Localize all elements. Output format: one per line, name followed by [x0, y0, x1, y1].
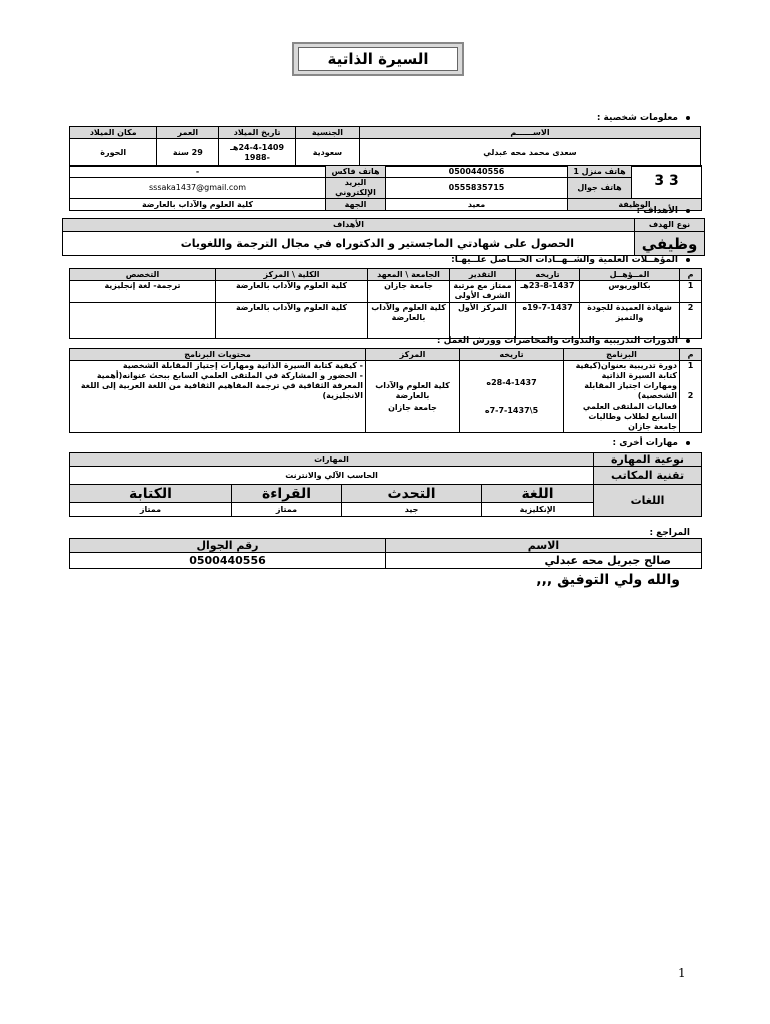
lang-header-language: اللغة [482, 485, 594, 503]
courses-heading: الدورات التدريبية والندوات والمحاضرات وورش العمل : [437, 336, 690, 346]
employer-value: كلية العلوم والآداب بالعارضة [70, 199, 326, 211]
table-row: 2 شهادة العميدة للجودة والتميز 19-7-1437ه المركز الأول كلية العلوم والآداب بالعارضة كلية العلوم والآداب بالعارضة [70, 303, 702, 339]
name-label: الاســــــم [359, 127, 700, 139]
name-value: سعدى محمد محه عبدلي [359, 139, 700, 167]
job-label: الوظيفة [568, 199, 702, 211]
qual-header-major: التخصص [70, 269, 216, 281]
mobile-value: 0555835715 [386, 178, 568, 199]
employer-label: الجهة [326, 199, 386, 211]
personal-table [69, 126, 701, 167]
bullet-icon [686, 441, 690, 445]
goals-label: الأهداف [63, 219, 635, 232]
skills-table [69, 452, 702, 517]
lang-header-writing: الكتابة [70, 485, 232, 503]
title-box [292, 42, 464, 76]
qual-header-grade: التقدير [450, 269, 516, 281]
nationality-value: سعودية [295, 139, 359, 167]
course-header-num: م [680, 349, 702, 361]
age-value: 29 سنة [157, 139, 219, 167]
ref-phone-label: رقم الجوال [70, 539, 386, 553]
contact-table [69, 165, 702, 211]
pob-label: مكان الميلاد [70, 127, 157, 139]
skill-type-label: نوعية المهارة [594, 453, 702, 467]
age-label: العمر [157, 127, 219, 139]
qual-header-degree: المــؤهــل [580, 269, 680, 281]
bullet-icon [686, 209, 690, 213]
bullet-icon [686, 339, 690, 343]
references-heading: المراجع : [649, 528, 690, 538]
course-header-date: تاريخه [460, 349, 564, 361]
goals-table [62, 218, 705, 256]
email-value: sssaka1437@gmail.com [70, 178, 326, 199]
bullet-icon [686, 116, 690, 120]
email-label: البريد الإلكتروني [326, 178, 386, 199]
closing-text: والله ولي التوفيق ,,, [536, 572, 680, 588]
photo-placeholder: 3 3 [632, 166, 702, 199]
bullet-icon [686, 258, 690, 262]
table-row: 1 بكالوريوس 23-8-1437هـ ممتاز مع مرتبة الشرف الأولى جامعة جازان كلية العلوم والآداب بالعارضة ترجمة- لغة إنجليزية [70, 281, 702, 303]
job-value: معيد [386, 199, 568, 211]
mobile-label: هاتف جوال [568, 178, 632, 199]
skills-heading: مهارات أخرى : [613, 438, 691, 448]
qualifications-heading: المؤهــلات العلمية والشــهــادات الحـــاصل علــيهـا: [451, 255, 690, 265]
course-header-program: البرنامج [564, 349, 680, 361]
qual-header-date: تاريخه [516, 269, 580, 281]
course-header-contents: محتويات البرنامج [70, 349, 366, 361]
page-title: السيرة الذاتية [298, 47, 458, 71]
qual-header-num: م [680, 269, 702, 281]
home-phone-value: 0500440556 [386, 166, 568, 178]
languages-label: اللغات [594, 485, 702, 517]
goals-heading: الأهداف : [637, 206, 691, 216]
table-row: الإنكليزية جيد ممتاز ممتاز [70, 503, 702, 517]
goal-type-value: وظيفي [635, 232, 705, 256]
ref-name-label: الاسم [386, 539, 702, 553]
office-label: تقنية المكاتب [594, 467, 702, 485]
qual-header-college: الكلية \ المركز [216, 269, 368, 281]
references-table [69, 538, 702, 569]
goal-value: الحصول على شهادتي الماجستير و الدكتوراه في مجال الترجمة واللغويات [63, 232, 635, 256]
home-phone-label: هاتف منزل 1 [568, 166, 632, 178]
dob-value: 24-4-1409هـ -1988 [219, 139, 296, 167]
ref-name-value: صالح جبريل محه عبدلي [386, 553, 702, 569]
lang-header-speaking: التحدث [342, 485, 482, 503]
courses-table [69, 348, 702, 433]
table-row [70, 553, 702, 569]
ref-phone-value: 0500440556 [70, 553, 386, 569]
goal-type-label: نوع الهدف [635, 219, 705, 232]
skills-label: المهارات [70, 453, 594, 467]
dob-label: تاريخ الميلاد [219, 127, 296, 139]
table-row: 1 2 دورة تدريبية بعنوان(كيفية كتابة السيرة الذاتية ومهارات اجتياز المقابلة الشخصية) فعاليات الملتقى العلمي السابع لطلاب وطالبات جامعة جازان 28-4-1437ه 5\7-7-1437ه كلية العلوم والآداب بالعارضة جامعة جازان - كيفية كتابة السيرة الذاتية ومهارات إجتياز المقابلة الشخصية - الحضور و المشاركة في الملتقى العلمي السابع ببحث عنوانه(أهمية المعرفة الثقافية في ترجمة المفاهيم الثقافية من اللغة العربية إلى اللغة الانجليزية) [70, 361, 702, 433]
course-header-center: المركز [366, 349, 460, 361]
office-value: الحاسب الآلي والانترنت [70, 467, 594, 485]
personal-heading: معلومات شخصية : [597, 113, 690, 123]
fax-value: - [70, 166, 326, 178]
fax-label: هاتف فاكس [326, 166, 386, 178]
qualifications-table [69, 268, 702, 339]
page-number: 1 [678, 966, 686, 980]
nationality-label: الجنسية [295, 127, 359, 139]
qual-header-university: الجامعة \ المعهد [368, 269, 450, 281]
pob-value: الحورة [70, 139, 157, 167]
lang-header-reading: القراءة [232, 485, 342, 503]
